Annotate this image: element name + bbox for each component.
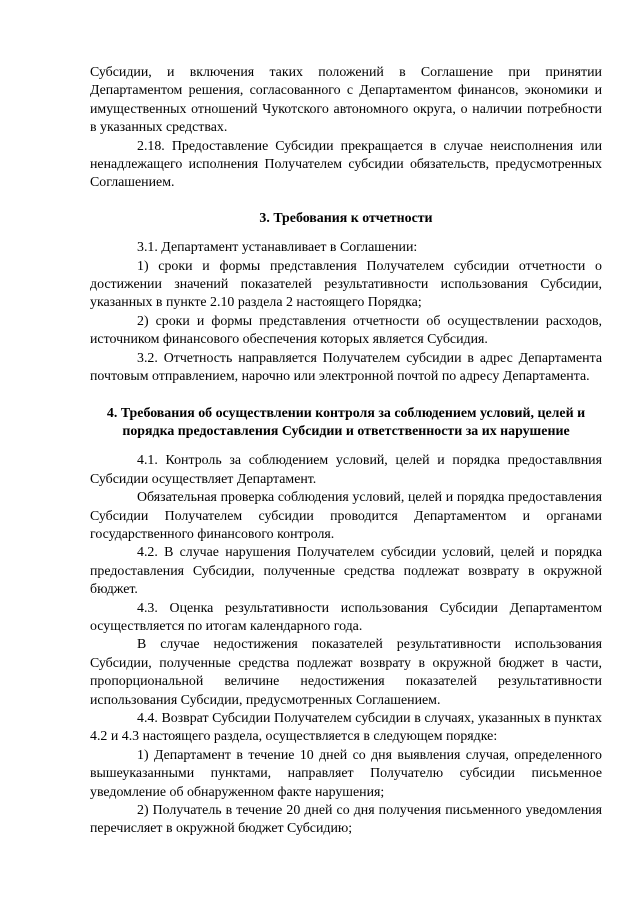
paragraph-3-1: 3.1. Департамент устанавливает в Соглашении:	[137, 240, 418, 256]
paragraph-3-2: 3.2. Отчетность направляется Получателем субсидии в адрес Департамента почтовым отправлением, нарочно или электронной почтой по адресу Департамента.	[90, 350, 602, 385]
paragraph-4-1: 4.1. Контроль за соблюдением условий, целей и порядка предоставлвния Субсидии осуществляет Департамент.	[90, 453, 602, 487]
paragraph-4-4-item-2: 2) Получатель в течение 20 дней со дня получения письменного уведомления перечисляет в окружной бюджет Субсидию;	[90, 803, 602, 837]
section-3-heading: 3. Требования к отчетности	[259, 210, 433, 226]
paragraph-4-2: 4.2. В случае нарушения Получателем субсидии условий, целей и порядка предоставления Субсидии, полученные средства подлежат возврату в окружной бюджет.	[90, 545, 602, 598]
paragraph-4-4-item-1: 1) Департамент в течение 10 дней со дня выявления случая, определенного вышеуказанными пунктами, направляет Получателю субсидии письменное уведомление об обнаруженном факте нарушения;	[90, 747, 602, 800]
paragraph-4-3-underachievement: В случае недостижения показателей результативности использования Субсидии, полученные средства подлежат возврату в окружной бюджет в части, пропорциональной величине недостижения показателей результативности использования Субсидии, предусмотренных Соглашением.	[90, 637, 602, 708]
paragraph-2-18: 2.18. Предоставление Субсидии прекращается в случае неисполнения или ненадлежащего исполнения Получателем субсидии обязательств, предусмотренных Соглашением.	[90, 138, 602, 191]
document-page	[90, 64, 602, 839]
section-4-heading: 4. Требования об осуществлении контроля за соблюдением условий, целей и порядка предоставления Субсидии и ответственности за их нарушение	[106, 405, 586, 439]
paragraph-4-1-check: Обязательная проверка соблюдения условий, целей и порядка предоставления Субсидии Получателем субсидии проводится Департаментом и органами государственного финансового контроля.	[90, 490, 602, 542]
paragraph-3-1-item-2: 2) сроки и формы представления отчетности об осуществлении расходов, источником финансового обеспечения которых является Субсидия.	[90, 313, 602, 348]
paragraph-3-1-item-1: 1) сроки и формы представления Получателем субсидии отчетности о достижении значений показателей результативности использования Субсидии, указанных в пункте 2.10 раздела 2 настоящего Порядка;	[90, 258, 602, 311]
paragraph-4-3: 4.3. Оценка результативности использования Субсидии Департаментом осуществляется по итогам календарного года.	[90, 600, 602, 634]
paragraph-continuation: Субсидии, и включения таких положений в Соглашение при принятии Департаментом решения, согласованного с Департаментом финансов, экономики и имущественных отношений Чукотского автономного округа, о наличии потребности в указанных средствах.	[90, 65, 602, 136]
paragraph-4-4: 4.4. Возврат Субсидии Получателем субсидии в случаях, указанных в пунктах 4.2 и 4.3 настоящего раздела, осуществляется в следующем порядке:	[90, 711, 602, 745]
